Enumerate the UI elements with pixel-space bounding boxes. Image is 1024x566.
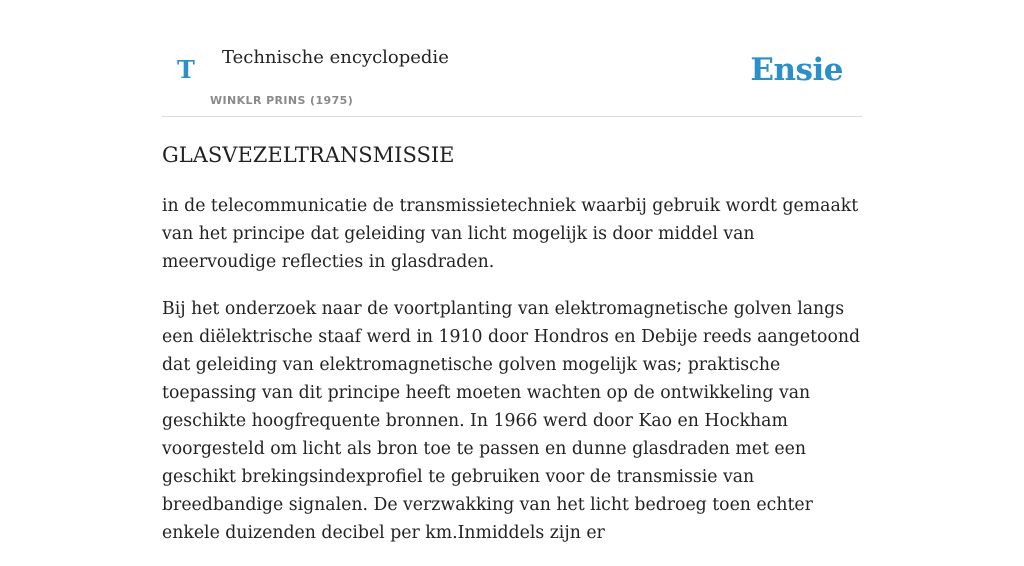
article-paragraph: in de telecommunicatie de transmissietechniek waarbij gebruik wordt gemaakt van het principe dat geleiding van licht mogelijk is door middel van meervoudige reflecties in glasdraden. [162, 196, 859, 272]
article-headword: GLASVEZELTRANSMISSIE [162, 143, 455, 167]
article [162, 140, 862, 566]
ensie-logo-link[interactable]: Ensie [750, 52, 843, 88]
source-title[interactable]: Technische encyclopedie [222, 47, 449, 68]
source-header [162, 0, 862, 117]
source-subtitle: WINKLR PRINS (1975) [210, 94, 354, 107]
article-paragraph: Bij het onderzoek naar de voortplanting van elektromagnetische golven langs een diëlektrische staaf werd in 1910 door Hondros en Debije reeds aangetoond dat geleiding van elektromagnetische golven mogelijk was; praktische toepassing van dit principe heeft moeten wachten op de ontwikkeling van geschikte hoogfrequente bronnen. In 1966 werd door Kao en Hockham voorgesteld om licht als bron toe te passen en dunne glasdraden met een geschikt brekingsindexprofiel te gebruiken voor de transmissie van breedbandige signalen. De verzwakking van het licht bedroeg toen echter enkele duizenden decibel per km.Inmiddels zijn er [162, 299, 861, 543]
source-logo: T [177, 55, 195, 84]
